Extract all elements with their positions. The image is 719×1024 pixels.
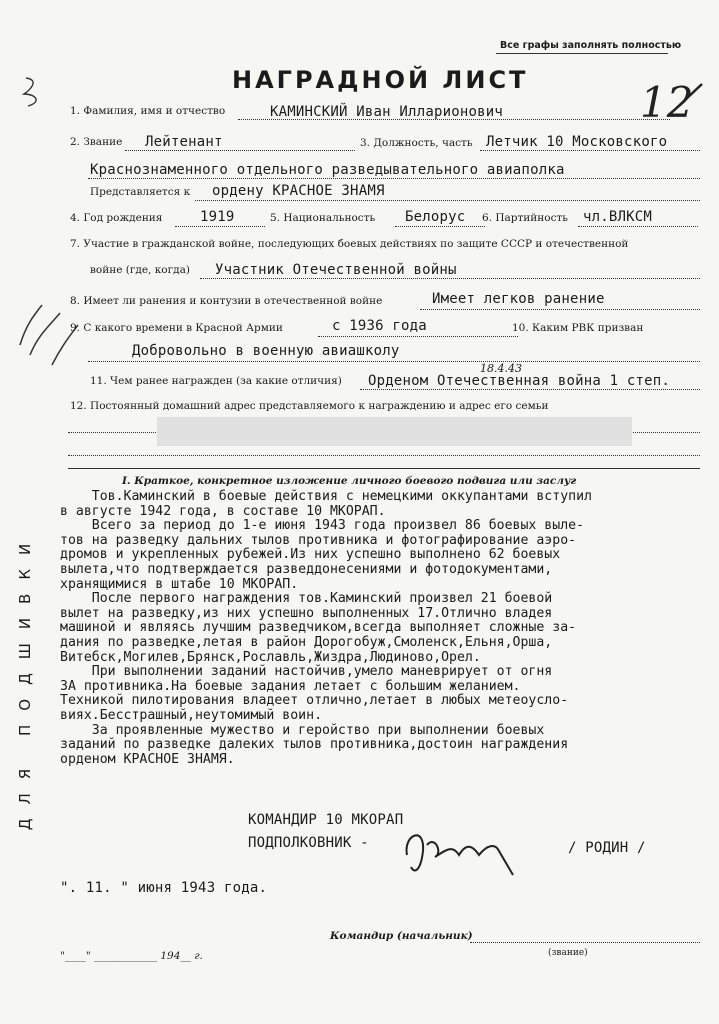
citation-line: машиной и являясь лучшим разведчиком,всегда выполняет сложные за- xyxy=(60,620,577,636)
corner-handwriting: 12 xyxy=(640,78,694,127)
citation-line: дромов и укрепленных рубежей.Из них успешно выполнено 62 боевых xyxy=(60,547,561,563)
field-position-line xyxy=(480,150,700,151)
field-name-label: 1. Фамилия, имя и отчество xyxy=(70,105,226,117)
signature-line-1: КОМАНДИР 10 МКОРАП xyxy=(248,812,404,828)
field-address-label: 12. Постоянный домашний адрес представляемого к награждению и адрес его семьи xyxy=(70,400,549,412)
field-address-line-2 xyxy=(68,455,700,456)
section-title: I. Краткое, конкретное изложение личного боевого подвига или заслуг xyxy=(122,475,577,487)
corner-check-mark xyxy=(640,78,710,128)
field-wounds-label: 8. Имеет ли ранения и контузии в отечественной войне xyxy=(70,295,383,307)
citation-line: дания по разведке,летая в район Дорогобуж,Смоленск,Ельня,Орша, xyxy=(60,634,553,650)
footer-commander-label: Командир (начальник) xyxy=(330,930,473,942)
citation-line: в августе 1942 года, в составе 10 МКОРАП. xyxy=(60,503,386,519)
footer-rank-label: (звание) xyxy=(548,948,588,958)
field-name-value: КАМИНСКИЙ Иван Илларионович xyxy=(270,104,503,120)
field-party-line xyxy=(578,226,698,227)
citation-line: вылета,что подтверждается разведдонесениями и фотодокументами, xyxy=(60,561,553,577)
field-birth-value: 1919 xyxy=(200,209,235,225)
footer-date-template: "____" ____________ 194__ г. xyxy=(60,950,203,962)
side-label: ДЛЯ ПОДШИВКИ xyxy=(16,529,34,831)
field-party-value: чл.ВЛКСМ xyxy=(583,209,653,225)
citation-line: тов на разведку дальних тылов противника и фотографирование аэро- xyxy=(60,532,577,548)
citation-line: ЗА противника.На боевые задания летает с большим желанием. xyxy=(60,678,521,694)
citation-line: вылет на разведку,из них успешно выполненных 17.Отлично владея xyxy=(60,605,553,621)
field-party-label: 6. Партийность xyxy=(482,212,569,224)
field-awards-line xyxy=(360,389,700,390)
field-rvk-line xyxy=(88,361,700,362)
field-position-value: Летчик 10 Московского xyxy=(486,134,668,150)
field-war-line xyxy=(200,278,700,279)
field-army-value: с 1936 года xyxy=(332,318,427,334)
field-position-line-2 xyxy=(88,178,700,179)
signature-line-2: ПОДПОЛКОВНИК - xyxy=(248,835,369,851)
field-wounds-line xyxy=(420,309,700,310)
field-awards-label: 11. Чем ранее награжден (за какие отличия) xyxy=(90,375,342,387)
handwritten-signature xyxy=(395,815,525,885)
field-war-value: Участник Отечественной войны xyxy=(215,262,457,278)
field-birth-label: 4. Год рождения xyxy=(70,212,163,224)
field-army-line xyxy=(318,336,518,337)
citation-line: При выполнении заданий настойчив,умело маневрирует от огня xyxy=(60,664,553,680)
header-note: Все графы заполнять полностью xyxy=(500,40,682,51)
citation-line: За проявленные мужество и геройство при выполнении боевых xyxy=(60,722,545,738)
field-awards-date-note: 18.4.43 xyxy=(480,362,522,375)
redacted-address xyxy=(157,417,632,446)
footer-commander-line xyxy=(470,942,700,943)
field-birth-line xyxy=(175,226,265,227)
field-present-label: Представляется к xyxy=(90,186,191,198)
signature-name: / РОДИН / xyxy=(568,840,646,856)
citation-body xyxy=(60,490,700,767)
citation-line: виях.Бесстрашный,неутомимый воин. xyxy=(60,707,323,723)
field-awards-value: Орденом Отечественная война 1 степ. xyxy=(368,373,671,389)
citation-line: Тов.Каминский в боевые действия с немецкими оккупантами вступил xyxy=(60,489,592,504)
citation-line: заданий по разведке далеких тылов противника,достоин награждения xyxy=(60,737,569,753)
field-rvk-value: Добровольно в военную авиашколу xyxy=(132,343,400,359)
field-position-label: 3. Должность, часть xyxy=(360,137,473,149)
section-top-rule xyxy=(68,468,700,469)
field-rvk-label: 10. Каким РВК призван xyxy=(512,322,644,334)
date-line: ". 11. " июня 1943 года. xyxy=(60,880,268,896)
field-army-label: 9. С какого времени в Красной Армии xyxy=(70,322,283,334)
citation-line: Техникой пилотирования владеет отлично,летает в любых метеоусло- xyxy=(60,693,569,709)
field-rank-value: Лейтенант xyxy=(145,134,223,150)
citation-line: Витебск,Могилев,Брянск,Рославль,Жиздра,Людиново,Орел. xyxy=(60,649,481,665)
citation-line: После первого награждения тов.Каминский произвел 21 боевой xyxy=(60,591,553,607)
header-underline xyxy=(496,53,668,54)
field-war-label: 7. Участие в гражданской войне, последующих боевых действиях по защите СССР и отечественной xyxy=(70,238,629,250)
field-rank-line xyxy=(125,150,355,151)
field-present-line xyxy=(195,200,700,201)
field-nationality-label: 5. Национальность xyxy=(270,212,376,224)
field-war-label-2: войне (где, когда) xyxy=(90,264,190,276)
field-present-value: ордену КРАСНОЕ ЗНАМЯ xyxy=(212,183,385,199)
page-title: НАГРАДНОЙ ЛИСТ xyxy=(232,66,529,94)
citation-line: хранящимися в штабе 10 МКОРАП. xyxy=(60,576,299,592)
margin-mark xyxy=(20,72,50,112)
field-nationality-value: Белорус xyxy=(405,209,466,225)
citation-line: Всего за период до 1-е июня 1943 года произвел 86 боевых выле- xyxy=(60,518,585,534)
citation-line: орденом КРАСНОЕ ЗНАМЯ. xyxy=(60,751,235,767)
field-rank-label: 2. Звание xyxy=(70,136,123,148)
field-position-continued: Краснознаменного отдельного разведывательного авиаполка xyxy=(90,162,565,178)
field-wounds-value: Имеет легков ранение xyxy=(432,291,605,307)
field-nationality-line xyxy=(395,226,485,227)
